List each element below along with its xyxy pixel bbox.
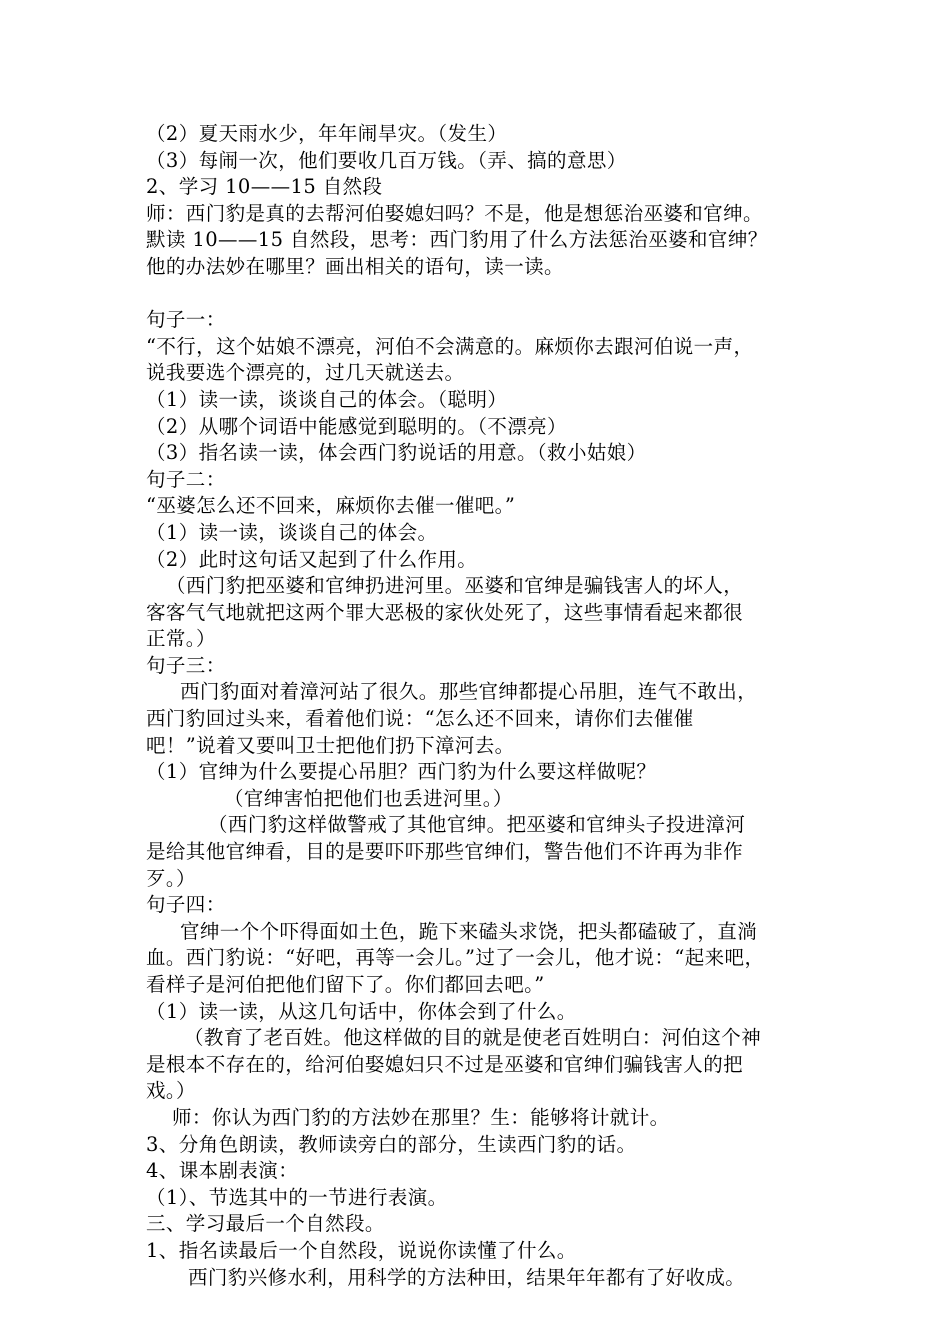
text-line: （1）官绅为什么要提心吊胆？西门豹为什么要这样做呢？ xyxy=(146,760,657,784)
text-line: 说我要选个漂亮的，过几天就送去。 xyxy=(146,361,465,385)
text-line: 歹。） xyxy=(146,866,196,890)
text-line: 1、指名读最后一个自然段，说说你读懂了什么。 xyxy=(146,1238,577,1262)
section-heading: 3、分角色朗读，教师读旁白的部分，生读西门豹的话。 xyxy=(146,1132,637,1156)
text-line: 血。西门豹说：“好吧，再等一会儿。”过了一会儿，他才说：“起来吧， xyxy=(146,946,765,970)
text-line: 默读 10——15 自然段，思考：西门豹用了什么方法惩治巫婆和官绅？ xyxy=(146,228,768,252)
blank-line xyxy=(146,281,826,308)
text-line: 西门豹面对着漳河站了很久。那些官绅都提心吊胆，连气不敢出， xyxy=(180,680,758,704)
text-line: 师：西门豹是真的去帮河伯娶媳妇吗？不是，他是想惩治巫婆和官绅。 xyxy=(146,201,763,225)
text-line: （2）从哪个词语中能感觉到聪明的。（不漂亮） xyxy=(146,414,567,438)
text-line: 是根本不存在的，给河伯娶媳妇只不过是巫婆和官绅们骗钱害人的把 xyxy=(146,1052,744,1076)
sentence-heading: 句子二： xyxy=(146,467,226,491)
section-heading: 4、课本剧表演： xyxy=(146,1159,299,1183)
text-line: 戏。） xyxy=(146,1079,196,1103)
text-line: 西门豹回过头来，看着他们说：“怎么还不回来，请你们去催催 xyxy=(146,707,694,731)
text-line: （1）读一读，从这几句话中，你体会到了什么。 xyxy=(146,999,577,1023)
text-line: （1）、节选其中的一节进行表演。 xyxy=(146,1185,448,1209)
text-line: （2）夏天雨水少，年年闹旱灾。（发生） xyxy=(146,122,508,145)
text-line: （1）读一读，谈谈自己的体会。 xyxy=(146,520,438,544)
text-line: 吧！”说着又要叫卫士把他们扔下漳河去。 xyxy=(146,733,515,757)
text-line: 师：你认为西门豹的方法妙在那里？生：能够将计就计。 xyxy=(172,1105,670,1129)
sentence-heading: 句子一： xyxy=(146,308,226,332)
text-line: （2）此时这句话又起到了什么作用。 xyxy=(146,547,478,571)
text-line: 看样子是河伯把他们留下了。你们都回去吧。” xyxy=(146,973,545,996)
text-line: 是给其他官绅看，目的是要吓吓那些官绅们，警告他们不许再为非作 xyxy=(146,840,744,864)
text-line: 客客气气地就把这两个罪大恶极的家伙处死了，这些事情看起来都很 xyxy=(146,600,744,624)
text-line: 他的办法妙在哪里？画出相关的语句，读一读。 xyxy=(146,254,564,278)
text-line: 正常。） xyxy=(146,627,216,651)
text-line: （教育了老百姓。他这样做的目的就是使老百姓明白：河伯这个神 xyxy=(184,1026,762,1050)
text-line: “不行，这个姑娘不漂亮，河伯不会满意的。麻烦你去跟河伯说一声， xyxy=(146,334,754,358)
text-line: （官绅害怕把他们也丢进河里。） xyxy=(224,786,513,810)
sentence-heading: 句子三： xyxy=(146,653,226,677)
document-body xyxy=(146,121,826,1291)
text-line: “巫婆怎么还不回来，麻烦你去催一催吧。” xyxy=(146,494,516,518)
text-line: （西门豹把巫婆和官绅扔进河里。巫婆和官绅是骗钱害人的坏人， xyxy=(166,574,744,598)
section-heading: 三、学习最后一个自然段。 xyxy=(146,1212,385,1236)
text-line: 西门豹兴修水利，用科学的方法种田，结果年年都有了好收成。 xyxy=(188,1265,746,1289)
section-heading: 2、学习 10——15 自然段 xyxy=(146,175,383,199)
text-line: （西门豹这样做警戒了其他官绅。把巫婆和官绅头子投进漳河 xyxy=(208,813,746,837)
text-line: （3）每闹一次，他们要收几百万钱。（弄、搞的意思） xyxy=(146,148,627,172)
text-line: （1）读一读，谈谈自己的体会。（聪明） xyxy=(146,387,508,411)
sentence-heading: 句子四： xyxy=(146,893,226,917)
text-line: 官绅一个个吓得面如土色，跪下来磕头求饶，把头都磕破了，直淌 xyxy=(180,919,758,943)
text-line: （3）指名读一读，体会西门豹说话的用意。（救小姑娘） xyxy=(146,441,647,465)
